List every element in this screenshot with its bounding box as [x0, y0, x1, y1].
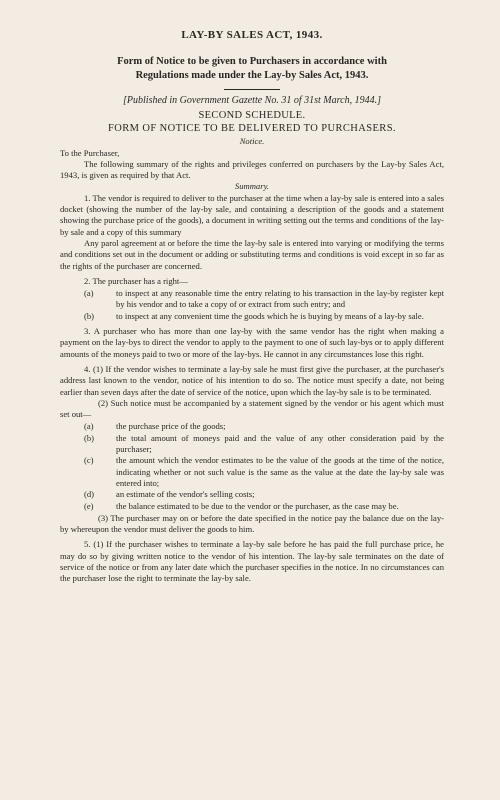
- act-title: LAY-BY SALES ACT, 1943.: [181, 29, 323, 41]
- section-4-2: (2) Such notice must be accompanied by a statement signed by the vendor or his agent which must set out—: [60, 397, 444, 420]
- list-item: [84, 288, 444, 311]
- list-text: the total amount of moneys paid and the value of any other consideration paid by the purchaser;: [116, 432, 444, 455]
- list-item: [84, 501, 444, 512]
- list-text: to inspect at any reasonable time the entry relating to his transaction in the lay-by register kept by his vendor and to take a copy of or extract from such entry; and: [116, 288, 444, 310]
- list-marker: (b): [84, 432, 95, 443]
- list-item: [84, 455, 444, 489]
- form-title: [60, 55, 444, 83]
- section-2-list: [84, 288, 444, 322]
- divider-rule: [224, 89, 280, 90]
- summary-heading: Summary.: [234, 181, 270, 192]
- section-2: 2. The purchaser has a right—: [84, 275, 188, 286]
- intro-paragraph: The following summary of the rights and privileges conferred on purchasers by the Lay-by Sales Act, 1943, is given as required by that Act.: [60, 158, 444, 181]
- list-text: the purchase price of the goods;: [116, 421, 226, 432]
- form-title-line2: Regulations made under the Lay-by Sales Act, 1943.: [135, 70, 369, 82]
- list-marker: (b): [84, 310, 95, 321]
- section-1-parol: Any parol agreement at or before the time the lay-by sale is entered into varying or modifying the terms and conditions set out in the document or adding or substituting terms and conditions is void except in so far as the rights of the purchaser are concerned.: [60, 237, 444, 271]
- list-marker: (c): [84, 455, 94, 466]
- list-marker: (d): [84, 489, 95, 500]
- form-title-line1: Form of Notice to be given to Purchasers in accordance with: [117, 56, 387, 68]
- notice-subtitle: Notice.: [239, 136, 265, 147]
- section-4-1: 4. (1) If the vendor wishes to terminate a lay-by sale he must first give the purchaser, at the purchaser's address last known to the vendor, notice of his intention to do so. The notice must specify a date, not being earlier than seven days after the date of service of the notice, upon which the lay-by sale is to be terminated.: [60, 363, 444, 397]
- schedule-heading: SECOND SCHEDULE.: [198, 110, 306, 122]
- list-item: [84, 433, 444, 456]
- list-marker: (a): [84, 421, 94, 432]
- section-1: 1. The vendor is required to deliver to the purchaser at the time when a lay-by sale is entered into a sales docket (showing the number of the lay-by sale, and containing a description of the goods and a statement showing the purchase price of the goods), a document in writing setting out the terms and conditions of the lay-by sale and a copy of this summary: [60, 192, 444, 237]
- gazette-reference: [Published in Government Gazette No. 31 of 31st March, 1944.]: [123, 95, 381, 107]
- section-4-3: (3) The purchaser may on or before the date specified in the notice pay the balance due on the lay-by whereupon the vendor must deliver the goods to him.: [60, 512, 444, 535]
- list-text: an estimate of the vendor's selling costs;: [116, 489, 255, 500]
- list-item: [84, 421, 444, 432]
- list-marker: (e): [84, 500, 94, 511]
- salutation: To the Purchaser,: [60, 147, 120, 158]
- list-item: [84, 489, 444, 500]
- list-text: the amount which the vendor estimates to be the value of the goods at the time of the notice, indicating whether or not such value is the same as the value at the date the lay-by sale was entered into;: [116, 455, 444, 488]
- notice-title: FORM OF NOTICE TO BE DELIVERED TO PURCHASERS.: [108, 123, 396, 135]
- list-text: to inspect at any convenient time the goods which he is buying by means of a lay-by sale.: [116, 310, 424, 321]
- list-text: the balance estimated to be due to the vendor or the purchaser, as the case may be.: [116, 500, 399, 511]
- section-5: 5. (1) If the purchaser wishes to terminate a lay-by sale before he has paid the full purchase price, he may do so by giving written notice to the vendor of his intention. The lay-by sale terminates on the date of service of the notice or from any later date which the purchaser specifies in the notice. In no circumstances can the purchaser lose the right to terminate the lay-by sale.: [60, 539, 444, 584]
- list-marker: (a): [84, 288, 94, 299]
- section-3: 3. A purchaser who has more than one lay-by with the same vendor has the right when making a payment on the lay-bys to direct the vendor to apply to the payment to one of such lay-bys or to apply different amounts of the moneys paid to two or more of the lay-bys. He cannot in any circumstances lose this right.: [60, 326, 444, 359]
- section-4-list: [84, 421, 444, 511]
- list-item: [84, 311, 444, 322]
